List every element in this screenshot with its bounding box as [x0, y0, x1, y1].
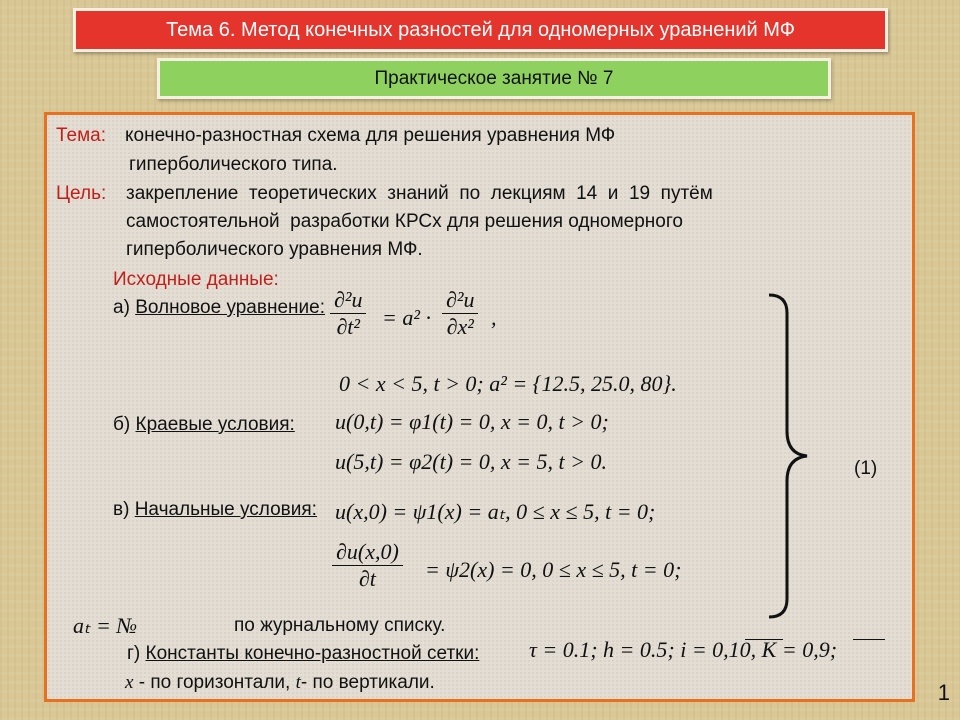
slide-subtitle: Практическое занятие № 7: [157, 58, 831, 99]
axes-text-2: - по вертикали.: [300, 672, 435, 693]
item-b-prefix: б): [113, 414, 136, 435]
goal-line-1: закрепление теоретических знаний по лекциям 14 и 19 путём: [126, 183, 713, 204]
slide-title: Тема 6. Метод конечных разностей для одномерных уравнений МФ: [73, 8, 888, 52]
axis-t-symbol: t: [295, 672, 301, 693]
wave-mid: = a² ·: [382, 305, 431, 330]
item-c-prefix: в): [113, 499, 135, 520]
initial-data-heading: Исходные данные:: [113, 269, 279, 290]
topic-line-1: конечно-разностная схема для решения уравнения МФ: [125, 125, 616, 146]
initial-condition-1: u(x,0) = ψ1(x) = aₜ, 0 ≤ x ≤ 5, t = 0;: [335, 499, 656, 524]
initial-condition-2-fraction: [332, 539, 403, 592]
axis-x-symbol: x: [125, 672, 134, 693]
wave-fraction-left: [330, 287, 366, 340]
index-range-bar-i: [745, 639, 783, 640]
wave-num-right: ∂²u: [446, 287, 475, 312]
equation-number: (1): [854, 458, 878, 479]
item-d-prefix: г): [127, 643, 146, 664]
initial-condition-2: = ψ2(x) = 0, 0 ≤ x ≤ 5, t = 0;: [425, 557, 682, 582]
goal-label: Цель:: [56, 183, 107, 204]
index-range-bar-k: [853, 639, 885, 640]
boundary-condition-1: u(0,t) = φ1(t) = 0, x = 0, t > 0;: [335, 409, 609, 434]
wave-equation-label: Волновое уравнение:: [135, 297, 325, 318]
wave-comma: ,: [491, 305, 497, 330]
content-panel: [44, 112, 915, 702]
grid-formula: τ = 0.1; h = 0.5; i = 0,10, K = 0,9;: [529, 637, 838, 662]
domain-formula: 0 < x < 5, t > 0; a² = {12.5, 25.0, 80}.: [339, 371, 677, 396]
boundary-condition-2: u(5,t) = φ2(t) = 0, x = 5, t > 0.: [335, 449, 607, 474]
item-a-prefix: а): [113, 297, 136, 318]
right-brace-icon: [759, 291, 809, 621]
topic-line-2: гиперболического типа.: [129, 154, 338, 175]
topic-label: Тема:: [56, 125, 107, 146]
ic2-num: ∂u(x,0): [336, 539, 399, 564]
wave-den-left: ∂t²: [330, 313, 366, 340]
boundary-conditions-label: Краевые условия:: [135, 414, 295, 435]
journal-text: по журнальному списку.: [234, 615, 446, 636]
item-d: [127, 643, 479, 665]
grid-constants-label: Константы конечно-разностной сетки:: [145, 643, 480, 664]
axes-text-1: - по горизонтали,: [133, 672, 296, 693]
wave-den-right: ∂x²: [442, 313, 478, 340]
wave-num-left: ∂²u: [334, 287, 363, 312]
item-b: [113, 414, 295, 436]
wave-fraction-right: [442, 287, 478, 340]
goal-line-2: самостоятельной разработки КРСх для решения одномерного: [126, 211, 683, 232]
item-a: [113, 297, 325, 319]
item-c: [113, 499, 317, 521]
ic2-den: ∂t: [332, 565, 403, 592]
page-number: 1: [937, 680, 950, 705]
initial-conditions-label: Начальные условия:: [134, 499, 317, 520]
axes-description: [125, 672, 435, 694]
goal-line-3: гиперболического уравнения МФ.: [126, 239, 423, 260]
at-definition: aₜ = №: [73, 613, 138, 638]
